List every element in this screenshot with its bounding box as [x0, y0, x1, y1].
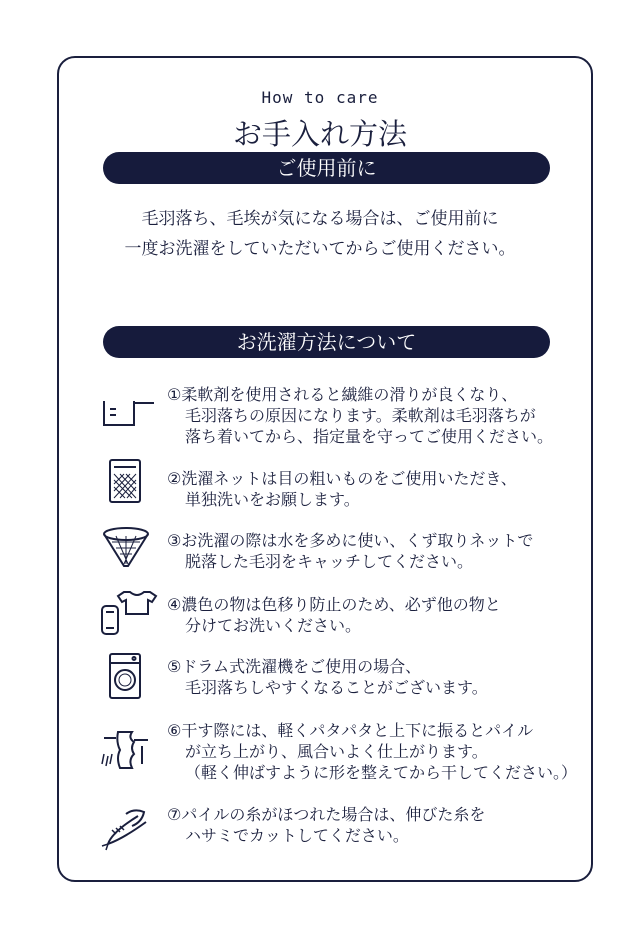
care-item-line: ⑥干す際には、軽くパタパタと上下に振るとパイル	[167, 721, 534, 740]
care-item-line: 毛羽落ちの原因になります。柔軟剤は毛羽落ちが	[185, 406, 536, 425]
scissors-cut-icon	[98, 804, 158, 852]
intro-line: 一度お洗濯をしていただいてからご使用ください。	[124, 239, 516, 259]
care-item-line: 分けてお洗いください。	[185, 616, 362, 635]
care-item-line: 脱落した毛羽をキャッチしてください。	[185, 552, 474, 571]
care-item-3	[167, 530, 597, 572]
care-item-line: ③お洗濯の際は水を多めに使い、くず取りネットで	[167, 531, 534, 550]
care-item-5	[167, 656, 597, 698]
care-item-line: が立ち上がり、風合いよく仕上がります。	[185, 742, 488, 761]
section-banner-washing: お洗濯方法について	[103, 326, 550, 358]
care-item-line: ⑤ドラム式洗濯機をご使用の場合、	[167, 657, 422, 676]
lint-filter-icon	[98, 524, 158, 572]
measuring-cup-icon	[98, 387, 158, 435]
section-banner-before-use: ご使用前に	[103, 152, 550, 184]
care-item-line: 単独洗いをお願します。	[185, 490, 360, 509]
laundry-net-icon	[98, 458, 158, 506]
intro-text	[0, 204, 640, 264]
towel-shake-icon	[98, 724, 158, 772]
care-item-line: ①柔軟剤を使用されると繊維の滑りが良くなり、	[167, 385, 518, 404]
care-item-7	[167, 804, 597, 846]
care-item-2	[167, 468, 597, 510]
care-item-line: ⑦パイルの糸がほつれた場合は、伸びた糸を	[167, 805, 486, 824]
care-item-line: ②洗濯ネットは目の粗いものをご使用いただき、	[167, 469, 517, 488]
care-item-1	[167, 384, 597, 447]
page-title: お手入れ方法	[232, 117, 407, 151]
tshirt-and-towel-icon	[98, 588, 158, 636]
care-item-6	[167, 720, 597, 783]
care-item-line: 毛羽落ちしやすくなることがございます。	[185, 678, 488, 697]
care-item-line: ハサミでカットしてください。	[185, 826, 409, 845]
intro-line: 毛羽落ち、毛埃が気になる場合は、ご使用前に	[141, 209, 499, 229]
care-item-line: （軽く伸ばすように形を整えてから干してください。）	[185, 763, 578, 782]
drum-washer-icon	[98, 652, 158, 700]
care-item-line: 落ち着いてから、指定量を守ってご使用ください。	[185, 427, 554, 446]
care-item-line: ④濃色の物は色移り防止のため、必ず他の物と	[167, 595, 501, 614]
page-subtitle: How to care	[261, 88, 379, 107]
care-item-4	[167, 594, 597, 636]
